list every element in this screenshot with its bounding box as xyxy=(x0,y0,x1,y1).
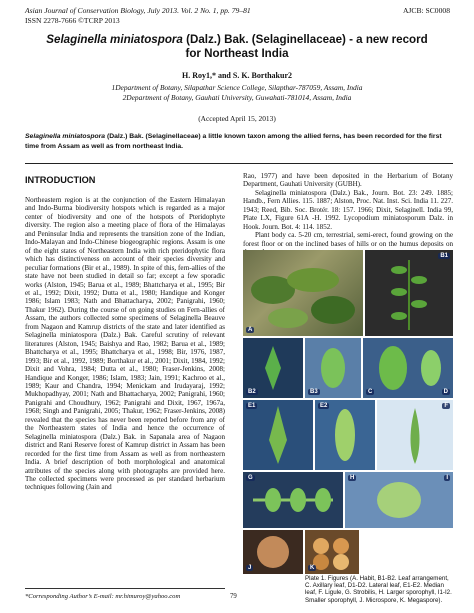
panel-g xyxy=(243,472,343,528)
label-a: A xyxy=(248,327,253,333)
abstract-divider xyxy=(25,163,453,164)
intro-paragraph: Northeastern region is at the conjunction of the Eastern Himalayan and Indo-Burma biodiversity hotspots which is regarded as a major center of biodiversity and one of the hotspots of Pteridophyte diversity. The region also a meeting place of flora of the Himalayas and Peninsular India and represents the transition zone of the Indian, Indo-Malayan and Indo-Chinese biogeographic regions. Assam is one of the eight states of Northeastern India with rich pteridophytic flora which has distinctiveness on account of their species diversity and peculiar formations (Bir et al., 1989). In spite of this, fern-allies of the state have not been studied in detail so far; except a few sporadic works (Alston, 1945; Barua et al., 1989; Bhattcharya et al., 1995; Bir et al., 1992; Dixit, 1992; Dutta et al., 1980; Handique and Konger 1986; Islam 1983; Nath and Bhattacharya, 2002; Panigrahi, 1960; Thakur 1962). During the course of on going studies on Fern-allies of Assam, the authors collected some specimens of Selaginella Beauve from Nagaon and Kamrup districts of the state and later identified as Selaginella miniatospora (Dalz.) Bak. Careful scrutiny of relevant literatures (Alston, 1945; Baishya and Rao, 1982; Barua et al., 1989; Bhattcharya et al., 1995; Bhattcharya et al., 1998; Bir, 1976, 1987, 1993; Bir et al., 1992, 1989; Borthakur et al., 2001; Dixit, 1984, 1992; Dixit and Vohra, 1984; Dutta et al., 1980; Fraser-Jenkins, 2008; Handique and Konger, 1986; Islam, 1983; Jain, 1991; Kachroo et al., 1989; Kaur and Chandra, 1994; Menickam and Irudayaraj, 1992; Mukhopadhyay, 2001; Nath and Bhattacharya, 2002; Panigrahi, 1960; Panigrahi and Choudhury, 1962; Panigrahi and Dixit, 1967, 1967a, 1968; Singh and Panigrahi, 2005; Thakur, 1962; Fraser-Jenkins, 2008) revealed that the species has never been reported before from any of the Northeastern states of India and hence the occurrence of Selaginella miniatospora (Dalz.) Bak. in Sapanala area of Nagaon district and Rani Reserve forest of Kamrup district in Assam has been recorded for the first time from Assam as well as from northeastern India. A brief description of both morphological and anatomical attributes of the species along with photographs are provided here. The collected specimens were processed as per standard herbarium techniques following (Jain and xyxy=(25,196,225,492)
panel-f xyxy=(377,400,453,470)
label-c: C xyxy=(368,389,373,395)
label-d: D xyxy=(443,389,448,395)
corresponding-author: *Corresponding Author’s E-mail: mr.himuroy@yahoo.com xyxy=(25,593,181,600)
paper-title xyxy=(22,33,452,61)
axillary-leaf-image xyxy=(363,338,453,398)
title-rest: (Dalz.) Bak. (Selaginellaceae) - a new record xyxy=(182,33,428,46)
panel-b3 xyxy=(305,338,361,398)
leaf-arrangement-image xyxy=(365,250,453,336)
affiliations xyxy=(0,83,474,103)
median-leaf-e1-image xyxy=(243,400,313,470)
running-header xyxy=(25,6,251,25)
panel-b2 xyxy=(243,338,303,398)
plate-figure xyxy=(243,250,453,582)
species-description: Plant body ca. 5-20 cm, terrestrial, semi-erect, found growing on the forest floor or on the inclined bases of hills or on the humus deposits on xyxy=(243,231,453,248)
article-code: AJCB: SC0008 xyxy=(402,6,450,15)
affiliation-1: 1Department of Botany, Silapathar Science College, Silapthar-787059, Assam, India xyxy=(111,83,363,92)
ligule-image xyxy=(377,400,453,470)
sporophyll-image xyxy=(345,472,453,528)
label-h: H xyxy=(350,475,355,481)
authors: H. Roy1,* and S. K. Borthakur2 xyxy=(181,71,293,80)
panel-c xyxy=(363,338,453,398)
label-e2: E2 xyxy=(320,403,328,409)
strobilus-image xyxy=(243,472,343,528)
label-i: I xyxy=(446,475,448,481)
title-species: Selaginella miniatospora xyxy=(46,33,183,46)
panel-b1 xyxy=(365,250,453,336)
footnote-divider xyxy=(25,588,225,589)
habit-image xyxy=(243,250,363,336)
label-e1: E1 xyxy=(248,403,256,409)
panel-e2 xyxy=(315,400,375,470)
label-b2: B2 xyxy=(248,389,256,395)
page-number: 79 xyxy=(230,593,237,600)
label-g: G xyxy=(248,475,253,481)
journal-line: Asian Journal of Conservation Biology, July 2013. Vol. 2 No. 1, pp. 79–81 xyxy=(25,6,251,15)
species-citation: Selaginella miniatospora (Dalz.) Bak., Journ. Bot. 23: 249. 1885; Handb., Fern Allies. 115. 1887; Alston, Proc. Nat. Inst. Sci. India 11. 227. 1943; Reed, Bib. Soc. Brotér. 18: 157. 1966; Dixit, Selaginell. India 99, Plate LX, Figure 61A -H. 1992. Lycopodium miniatosporum Dalz. in Hook. Journ. Bot. 4: 114. 1852. xyxy=(243,188,453,231)
right-col-top: Rao, 1977) and have been deposited in the Herbarium of Botany Department, Gauhati University (GUBH). xyxy=(243,172,453,189)
panel-k xyxy=(305,530,359,574)
right-column xyxy=(243,172,453,257)
left-column xyxy=(25,196,225,492)
abstract-species: Selaginella miniatospora xyxy=(25,133,106,140)
panel-j xyxy=(243,530,303,574)
label-k: K xyxy=(310,565,315,571)
affiliation-2: 2Department of Botany, Gauhati University, Guwahati-781014, Assam, India xyxy=(122,93,352,102)
label-j: J xyxy=(248,565,252,571)
label-b1: B1 xyxy=(440,253,448,259)
panel-h xyxy=(345,472,453,528)
label-f: F xyxy=(444,403,448,409)
abstract-text: (Dalz.) Bak. (Selaginellaceae) a little known taxon among the allied ferns, has been recorded for the first time from Assam as well as from northeast India. xyxy=(25,133,442,150)
label-b3: B3 xyxy=(310,389,318,395)
accepted-date: (Accepted April 15, 2013) xyxy=(198,114,276,123)
plate-caption: Plate 1. Figures (A. Habit, B1-B2. Leaf arrangement, C. Axillary leaf, D1-D2. Lateral leaf, E1-E2. Median leaf, F. Ligule, G. Strobilis, H. Larger sporophyll, I1-I2. Smaller sporophyll, J. Microspore, K. Megaspore). xyxy=(305,575,452,604)
issn-line: ISSN 2278-7666 ©TCRP 2013 xyxy=(25,15,120,25)
abstract xyxy=(25,132,453,151)
panel-habit xyxy=(243,250,363,336)
panel-e1 xyxy=(243,400,313,470)
intro-heading: INTRODUCTION xyxy=(25,175,96,185)
title-line2: for Northeast India xyxy=(185,47,289,60)
median-leaf-e2-image xyxy=(315,400,375,470)
